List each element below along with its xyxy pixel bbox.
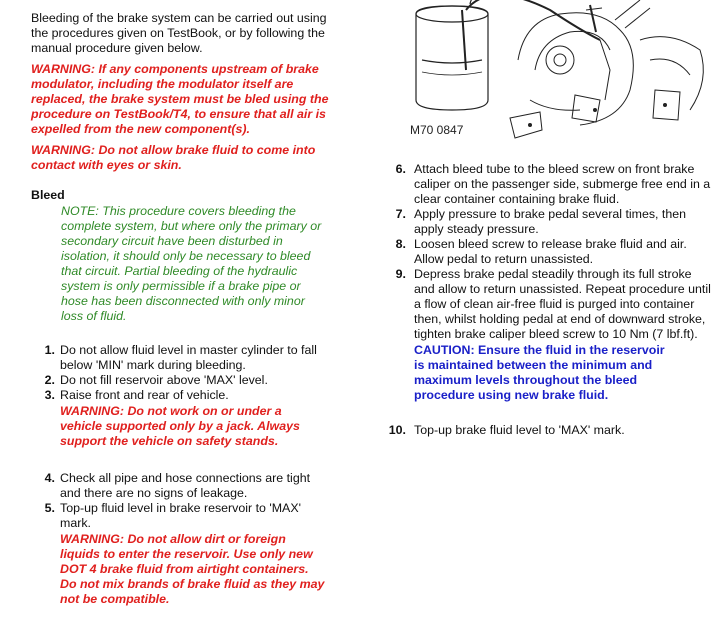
- warning-modulator: WARNING: If any components upstream of brake modulator, including the modulator itself are replaced, the brake system must be bled using the procedure on TestBook/T4, to ensure that all air is expelled from the new component(s).: [31, 62, 329, 136]
- steps-list-a: [31, 343, 331, 403]
- step-5: 5. Top-up fluid level in brake reservoir to 'MAX' mark.: [44, 501, 301, 530]
- warning-dirt: WARNING: Do not allow dirt or foreign liquids to enter the reservoir. Use only new DOT 4 brake fluid from airtight containers. Do not mix brands of brake fluid as they may not be compatible.: [60, 532, 325, 606]
- step-2: 2. Do not fill reservoir above 'MAX' level.: [44, 373, 268, 387]
- step-1: 1. Do not allow fluid level in master cylinder to fall below 'MIN' mark during bleeding.: [44, 343, 317, 372]
- section-heading: Bleed: [31, 188, 65, 202]
- steps-list-b: [31, 471, 331, 531]
- steps-list-d: [385, 423, 712, 438]
- step-6: 6. Attach bleed tube to the bleed screw on front brake caliper on the passenger side, submerge free end in a clear container containing brake fluid.: [395, 162, 711, 206]
- bleed-illustration: [410, 0, 720, 145]
- warning-jack: WARNING: Do not work on or under a vehicle supported only by a jack. Always support the vehicle on safety stands.: [60, 404, 300, 448]
- step-7: 7. Apply pressure to brake pedal several times, then apply steady pressure.: [395, 207, 687, 236]
- right-column: [382, 0, 712, 438]
- step-8: 8. Loosen bleed screw to release brake fluid and air. Allow pedal to return unassisted.: [395, 237, 687, 266]
- note-text: NOTE: This procedure covers bleeding the complete system, but where only the primary or secondary circuit have been disturbed in isolation, it should only be necessary to bleed that circuit. Partial bleeding of the hydraulic system is only permissible if a brake pipe or hose has been disconnected with only minor loss of fluid.: [61, 204, 322, 323]
- figure-label: M70 0847: [410, 123, 464, 137]
- step-3: 3. Raise front and rear of vehicle.: [44, 388, 229, 402]
- step-9: 9. Depress brake pedal steadily through its full stroke and allow to return unassisted. Repeat procedure until a flow of clean air-free fluid is purged into container then, whilst holding pedal at end of downward stroke, tighten brake caliper bleed screw to 10 Nm (7 lbf.ft).: [395, 267, 711, 341]
- left-column: [31, 11, 331, 607]
- warning-contact: WARNING: Do not allow brake fluid to come into contact with eyes or skin.: [31, 143, 316, 172]
- intro-text: Bleeding of the brake system can be carried out using the procedures given on TestBook, or by following the manual procedure given below.: [31, 11, 327, 55]
- caution-text: CAUTION: Ensure the fluid in the reservoir is maintained between the minimum and maximum levels throughout the bleed procedure using new brake fluid.: [414, 343, 665, 402]
- step-4: 4. Check all pipe and hose connections are tight and there are no signs of leakage.: [44, 471, 311, 500]
- steps-list-c: [385, 162, 712, 342]
- step-10: 10. Top-up brake fluid level to 'MAX' mark.: [388, 423, 625, 437]
